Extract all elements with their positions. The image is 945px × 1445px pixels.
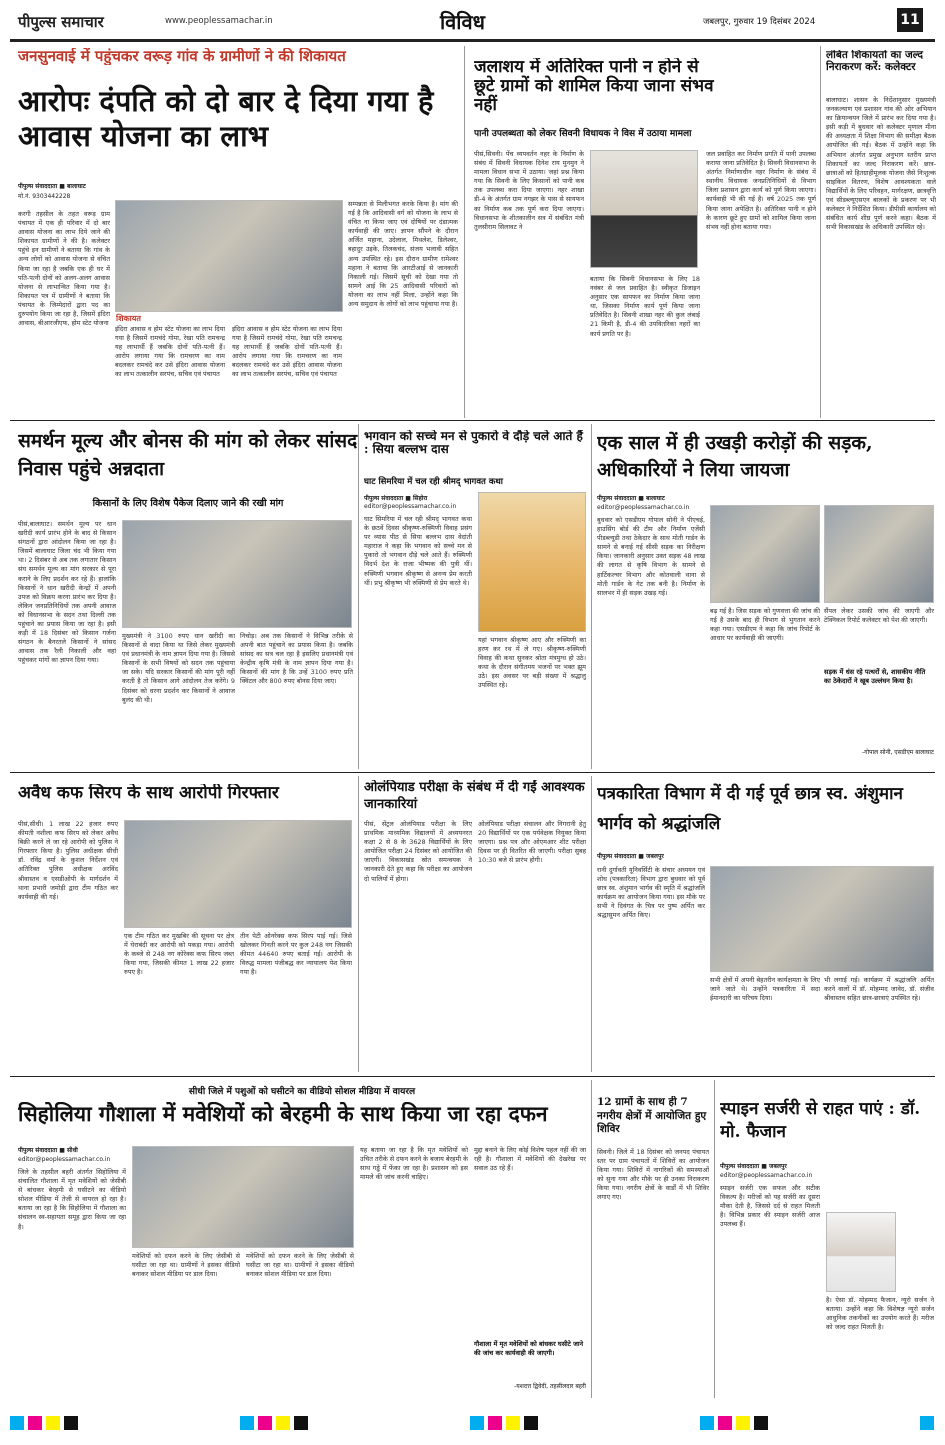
a10-headline: सिहोलिया गौशाला में मवेशियों को बेरहमी के साथ किया जा रहा दफन — [18, 1102, 548, 1126]
a8-column-1: पीसं, सेंट्रल ओलंपियाड परीक्षा के लिए प्राथमिक माध्यमिक विद्यालयों में अध्ययनरत कक्षा 2 से 8 के 3628 विद्यार्थियों के लिए आयोजित परीक्षा 24 दिसंबर को आयोजित की जाएगी। विकासखंड स्रोत समन्वयक ने जानकारी देते हुए कहा कि परीक्षा का आयोजन दो पालियों में होगा। — [364, 820, 472, 883]
a7-photo — [124, 820, 352, 928]
a1-photo — [115, 200, 343, 312]
a6-photo-2 — [824, 505, 934, 603]
a12-column-1: स्पाइन सर्जरी एक सफल और सटीक विकल्प है। मरीजों को यह सर्जरी का दूसरा मौका देती है, जिससे दर्द से राहत मिलती है। विभिन्न प्रकार की स्पाइन सर्जरी आज उपलब्ध हैं। — [720, 1184, 820, 1229]
a2-deck: पानी उपलब्धता को लेकर सिवनी विधायक ने विस में उठाया मामला — [474, 129, 692, 139]
a1-phone: मो.नं. 9303442228 — [18, 193, 71, 200]
a9-headline: पत्रकारिता विभाग में दी गई पूर्व छात्र स्व. अंशुमान भार्गव को श्रद्धांजलि — [597, 784, 903, 834]
a4-deck: किसानों के लिए विशेष पैकेज दिलाए जाने की रखी मांग — [92, 498, 284, 509]
registration-marks — [10, 1408, 935, 1438]
a5-email: editor@peoplessamachar.co.in — [364, 503, 457, 510]
a1-photo-label: शिकायत — [116, 314, 141, 323]
a10-column-2: मवेशियों को दफन करने के लिए जेसीबी से घसीटा जा रहा था। ग्रामीणों ने इसका वीडियो बनाकर सोशल मीडिया पर डाल दिया। — [132, 1252, 240, 1279]
a6-column-3: सैंपल लेकर उसकी जांच की जाएगी और टेक्निकल रिपोर्ट कलेक्टर को पेश की जाएगी। — [824, 607, 934, 625]
a10-column-4: यह बताया जा रहा है कि मृत मवेशियों को उचित तरीके से दफन करने के बजाय बेरहमी के साथ गड्ढे में फेंका जा रहा है। प्रशासन को इस मामले की जांच करनी चाहिए। — [360, 1146, 468, 1182]
a5-deck: घाट सिमरिया में चल रही श्रीमद् भागवत कथा — [364, 477, 504, 487]
a10-kicker: सीधी जिले में पशुओं को घसीटने का वीडियो सोशल मीडिया में वायरल — [188, 1087, 416, 1097]
a12-column-2: है। ऐसा डॉ. मोहम्मद फैजान, न्यूरो सर्जन ने बताया। उन्होंने कहा कि विशेषज्ञ न्यूरो सर्जन आधुनिक तकनीकों का उपयोग करते हैं। मरीज को जल्द राहत मिलती है। — [826, 1296, 934, 1332]
a6-headline: एक साल में ही उखड़ी करोड़ों की सड़क, अधिकारियों ने लिया जायजा — [597, 432, 873, 481]
a7-column-3: तीन पेटी ओनरेक्स कफ सिरप पाई गई। जिसे खोलकर गिनती करने पर कुल 248 नग जिसकी कीमत 44640 रुपए बताई गई। आरोपी के विरुद्ध मामला पंजीबद्ध कर न्यायालय पेश किया गया है। — [240, 932, 352, 977]
a1-column-2: इंदिरा आवास व होम स्टेट योजना का लाभ दिया गया है जिसमें रामचंदे गोमा, रेखा पति रामचन्द्र यह लाभार्थी हैं जबकि दोनों पति-पत्नी हैं। आरोप लगाया गया कि रामचरण का नाम बदलकर रामचंदे कर उसे इंदिरा आवास योजना का लाभ तत्कालीन सरपंच, सचिव एवं पंचायत — [115, 325, 225, 379]
a4-column-1: पीसं,बालाघाट। समर्थन मूल्य पर धान खरीदी कार्य प्रारंभ होने के बाद से किसान संगठनों द्वारा आंदोलन किया जा रहा है। जिसमें बालाघाट जिला चंद भी किया गया था। 2 दिसंबर से अब तक लगातार किसान संघ समर्थन मूल्य का मांग सरकार से पूरा कराने के लिए प्रदर्शन कर रहे हैं। हालांकि किसानों ने धान खरीदी केन्द्रों में अपनी उपज को विक्रय करना प्रारंभ कर दिया है। लेकिन जनप्रतिनिधियों तक अपनी आवाज को विधानसभा के सदन तथा दिल्ली तक पहुंचाने का प्रयास किया जा रहा है। इसी कड़ी में 18 दिसंबर को किसान गर्जना संगठन के बैनरतले किसानों ने सांसद आवास तक रैली निकाली और वहां पहुंचकर मांगों का ज्ञापन दिया गया। — [18, 520, 116, 665]
a1-kicker: जनसुनवाई में पहुंचकर वरूड़ गांव के ग्रामीणों ने की शिकायत — [18, 48, 346, 65]
a5-byline: पीपुल्स संवाददाता ■ सिहोरा — [364, 495, 428, 502]
a12-portrait — [826, 1212, 896, 1292]
a5-column-2: यहां भगवान श्रीकृष्ण आए और रुक्मिणी का हरण कर रथ में ले गए। श्रीकृष्ण-रुक्मिणी विवाह की कथा सुनकर श्रोता मंत्रमुग्ध हो उठे। कथा के दौरान संगीतमय भजनों पर भक्त झूम उठे। इस अवसर पर बड़ी संख्या में श्रद्धालु उपस्थित रहे। — [478, 636, 586, 690]
a10-column-1: जिले के तहसील बहरी अंतर्गत सिहोलिया में संचालित गौशाला में मृत मवेशियों को जेसीबी से बांधकर बेरहमी से घसीटने का वीडियो सोशल मीडिया में तेजी से वायरल हो रहा है। बताया जा रहा है कि सिहोलिया में गौशाला का संचालन स्व-सहायता समूह द्वारा किया जा रहा है। — [18, 1168, 126, 1231]
a11-body: सिवनी। जिले में 18 दिसंबर को जनपद पंचायत स्तर पर ग्राम पंचायतों में शिविरों का आयोजन किया गया। शिविरों में नागरिकों की समस्याओं को सुना गया और मौके पर ही उनका निराकरण किया गया। नगरीय क्षेत्रों के वार्डों में भी शिविर लगाए गए। — [597, 1148, 709, 1202]
a3-headline: लंबित शिकायतों का जल्द निराकरण करें: कलेक्टर — [826, 50, 923, 73]
a9-column-2: सभी क्षेत्रों में अपनी बेहतरीन कार्यक्षमता के लिए जाने जाते थे। उन्होंने पत्रकारिता में सदा ईमानदारी का परिचय दिया। — [710, 976, 820, 1003]
a4-column-2: मुख्यमंत्री ने 3100 रुपए धान खरीदी का किसानों से वादा किया था जिसे लेकर मुख्यमंत्री एवं प्रधानमंत्री के नाम ज्ञापन दिया गया है। जिससे किसानों के सभी विषयों को सदन तक पहुंचाया जा सके। यदि सरकार किसानों की मांग पूरी नहीं करती है तो किसान आगे आंदोलन तेज करेंगे। 9 दिसंबर को धरना प्रदर्शन कर किसानों ने आवाज बुलंद की थी। — [122, 632, 235, 704]
a1-headline: आरोपः दंपति को दो बार दे दिया गया है आवास योजना का लाभ — [18, 84, 434, 154]
dateline: जबलपुर, गुरुवार 19 दिसंबर 2024 — [703, 17, 816, 27]
a2-portrait — [590, 150, 698, 268]
section-title: विविध — [440, 10, 485, 34]
a10-photo — [132, 1146, 354, 1248]
masthead — [0, 0, 945, 40]
a12-email: editor@peoplessamachar.co.in — [720, 1172, 813, 1179]
a2-column-3: जल प्रवाहित कर निर्माण प्रगति में पानी उपलब्ध कराया जाना प्रतिवेदित है। सिवनी विधानसभा के अंतर्गत निर्माणाधीन नहर निर्माण के संबंध में स्थानीय विधायक जनप्रतिनिधियों से विभाग जिला प्रशासन द्वारा कार्य को पूर्ण किया जाएगा। कार्यवाही भी की गई है। वर्ष 2025 तक पूर्ण किया जाना अपेक्षित है। अतिरिक्त पानी न होने के कारण छूटे हुए ग्रामों को शामिल किया जाना संभव नहीं होना बताया गया। — [706, 150, 816, 231]
logo: पीपुल्स समाचार — [18, 13, 104, 31]
a8-column-2: ओलंपियाड परीक्षा संचालन और निगरानी हेतु 20 विद्यार्थियों पर एक पर्यवेक्षक नियुक्त किया जाएगा। प्रश्न पत्र और ओएमआर शीट परीक्षा दिवस पर ही वितरित की जाएगी। परीक्षा सुबह 10:30 बजे से प्रारंभ होगी। — [478, 820, 586, 865]
a6-photo-1 — [710, 505, 820, 603]
a5-column-1: घाट सिमरिया में चल रही श्रीमद् भागवत कथा के छठवें दिवस श्रीकृष्ण-रुक्मिणी विवाह प्रसंग पर व्यास पीठ से सिया बल्लभ दास वेदांती महाराज ने कहा कि भगवान को सच्चे मन से पुकारो तो भगवान दौड़े चले आते हैं। रुक्मिणी विदर्भ देश के राजा भीष्मक की पुत्री थीं। रुक्मिणी भगवान श्रीकृष्ण से अनन्य प्रेम करती थीं। प्रभु श्रीकृष्ण भी रुक्मिणी से प्रेम करते थे। — [364, 515, 472, 587]
a6-quote-by: -गोपाल सोनी, एसडीएम बालाघाट — [861, 749, 934, 756]
a10-column-5: मुद्दा बनाने के लिए कोई विशेष पहल नहीं की जा रही है। गौशाला में मवेशियों की देखरेख पर सवाल उठ रहे हैं। — [474, 1146, 586, 1173]
a6-byline: पीपुल्स संवाददाता ■ बालाघाट — [597, 495, 665, 502]
a2-column-1: पीसं,सिवनी। पेंच व्यपवर्तन नहर के निर्माण के संबंध में सिवनी विधायक दिनेश राय मुनमुन ने मामला विधान सभा में उठाया। जहां प्रश्न किया गया कि सिवनी के लिए किसानों को पानी कब तक उपलब्ध करा दिया जाएगा। नहर शाखा डी-4 के अंतर्गत ग्राम नगझर के पास से सायफन का निर्माण कब तक पूर्ण करा दिया जाएगा। विधानसभा के शीतकालीन सत्र में संबंधित मंत्री तुलसीराम सिलावट ने — [474, 150, 584, 231]
a7-column-2: एक टीम गठित कर मुखबिर की सूचना पर क्षेत्र में घेराबंदी कर आरोपी को पकड़ा गया। आरोपी के कब्जे से 248 नग कोरेक्स कफ सिरप जब्त किया गया, जिसकी कीमत 1 लाख 22 हजार रुपए है। — [124, 932, 234, 977]
a4-headline: समर्थन मूल्य और बोनस की मांग को लेकर सांसद निवास पहुंचे अन्नदाता — [18, 430, 358, 480]
a9-column-3: भी लगाई गई। कार्यक्रम में श्रद्धांजलि अर्पित करने वालों में डॉ. मोहम्मद जावेद, डॉ. संजीव श्रीवास्तव सहित छात्र-छात्राएं उपस्थित रहे। — [824, 976, 934, 1003]
a6-column-2: बढ़ गई है। जिस सड़क को गुणवत्ता की जांच की गई है उसके बाद ही विभाग से भुगतान करने कहा गया। एसडीएम ने कहा कि जांच रिपोर्ट के आधार पर कार्यवाही की जाएगी। — [710, 607, 820, 643]
a9-photo — [710, 866, 934, 972]
a7-headline: अवैध कफ सिरप के साथ आरोपी गिरफ्तार — [18, 784, 279, 803]
a1-column-4: सम्पन्नता से मिलीभगत करके किया है। मांग की गई है कि आदिवासी वर्ग को योजना के लाभ से वंचित ना किया जाए एवं दोषियों पर दंडात्मक कार्यवाही की जाए। ज्ञापन सौंपने के दौरान अर्जित महाना, उदेलाल, मिथलेश, डिलेश्वर, बहादुर उइके, तिलकचंद, संजय भलावी सहित अन्य उपस्थित रहे। इस दौरान ग्रामीण रामेश्वर महाना ने बताया कि आरटीआई से जानकारी निकाली गई। जिसमें सूची को देखा गया तो सामने आई कि 25 आदिवासी परिवारों को योजना का लाभ नहीं मिला, उन्होंने कहा कि अन्य समुदाय के लोगों को लाभ पहुंचाया गया है। — [348, 200, 458, 309]
a8-headline: ओलंपियाड परीक्षा के संबंध में दी गईं आवश्यक जानकारियां — [364, 780, 585, 812]
a9-column-1: रानी दुर्गावती यूनिवर्सिटी के संचार अध्ययन एवं शोध (पत्रकारिता) विभाग द्वारा बुधवार को पूर्व छात्र स्व. अंशुमान भार्गव की स्मृति में श्रद्धांजलि कार्यक्रम का आयोजन किया गया। इस मौके पर सभी ने दिवंगत के चित्र पर पुष्प अर्पित कर श्रद्धासुमन अर्पित किए। — [597, 866, 705, 920]
a10-email: editor@peoplessamachar.co.in — [18, 1156, 111, 1163]
site-url: www.peoplessamachar.in — [165, 16, 273, 26]
page-number: 11 — [897, 8, 923, 32]
a5-photo — [478, 492, 586, 632]
a6-column-1: बुधवार को एसडीएम गोपाल सोनी ने पीएचई, हाउसिंग बोर्ड की टीम और निर्माण एजेंसी पीडब्ल्यूडी तथा ठेकेदार के साथ मोती गार्डन के सामने से बनाई गई सीसी सड़क का निरीक्षण किया। जानकारी अनुसार उक्त सड़क 48 लाख की लागत से कृषि विभाग के सामने से हार्टिकल्चर विभाग और कोतवाली थाना से मोती गार्डन के गेट तक बनी है। निर्माण के सालभर में ही सड़क उखड़ गई। — [597, 516, 705, 597]
a3-body: बालाघाट। शासन के निर्देशानुसार मुख्यमंत्री जनकल्याण एवं प्रशासन गांव की ओर अभियान का क्रियान्वयन जिले में प्रारंभ कर दिया गया है। इसी कड़ी में बुधवार को कलेक्टर मृणाल मीना की अध्यक्षता में शिक्षा विभाग की समीक्षा बैठक आयोजित की गई। बैठक में उन्होंने कहा कि अभियान अंतर्गत प्रमुख अनुभाग स्तरीय प्राप्त शिकायतों का जल्द निराकरण करें। छात्र-छात्राओं को हितग्राहीमूलक योजना जैसे निःशुल्क साइकिल वितरण, विशेष आवश्यकता वाले विद्यार्थियों के लिए परिवहन, मार्गरक्षण, छात्रवृत्ति एवं सीडब्ल्यूएसएन बालकों के प्रकरण पर भी कलेक्टर ने निर्देशित किया। डीपीसी कार्यालय को संबंधित कार्य शीघ्र पूर्ण करने कहा। बैठक में सभी विकासखंड के अधिकारी उपस्थित रहे। — [826, 96, 936, 232]
a2-headline: जलाशय में अतिरिक्त पानी न होने से छूटे ग्रामों को शामिल किया जाना संभव नहीं — [474, 58, 714, 116]
a12-byline: पीपुल्स संवाददाता ■ जबलपुर — [720, 1163, 787, 1170]
a5-headline: भगवान को सच्चे मन से पुकारो वे दौड़े चले आते हैं : सिया बल्लभ दास — [364, 430, 583, 457]
a1-column-3: इंदिरा आवास व होम स्टेट योजना का लाभ दिया गया है जिसमें रामचंदे गोमा, रेखा पति रामचन्द्र यह लाभार्थी हैं जबकि दोनों पति-पत्नी हैं। आरोप लगाया गया कि रामचरण का नाम बदलकर रामचंदे कर उसे इंदिरा आवास योजना का लाभ तत्कालीन सरपंच, सचिव एवं पंचायत — [232, 325, 342, 379]
a10-column-3: मवेशियों को दफन करने के लिए जेसीबी से घसीटा जा रहा था। ग्रामीणों ने इसका वीडियो बनाकर सोशल मीडिया पर डाल दिया। — [246, 1252, 354, 1279]
a10-byline: पीपुल्स संवाददाता ■ सीधी — [18, 1147, 78, 1154]
a12-headline: स्पाइन सर्जरी से राहत पाएं : डॉ. मो. फैजान — [720, 1099, 921, 1142]
a1-byline: पीपुल्स संवाददाता ■ बालाघाट — [18, 183, 86, 190]
a6-email: editor@peoplessamachar.co.in — [597, 504, 690, 511]
a4-photo — [122, 520, 352, 628]
a7-column-1: पीसं,सीधी। 1 लाख 22 हजार रुपए कीमती नशीला कफ सिरप को लेकर अवैध बिक्री करने ले जा रहे आरोपी को पुलिस ने गिरफ्तार किया है। पुलिस अधीक्षक सीधी डॉ. रविंद्र वर्मा के कुशल निर्देशन एवं अतिरिक्त पुलिस अधीक्षक अरविंद श्रीवास्तव व एसडीओपी के मार्गदर्शन में थाना प्रभारी जमोड़ी द्वारा टीम गठित कर कार्यवाही की गई। — [18, 820, 118, 901]
a4-column-3: निचोड़। अब तक किसानों ने विभिन्न तरीके से अपनी बात पहुंचाने का प्रयास किया है। जबकि सांसद का सत्र चल रहा है इसलिए प्रधानमंत्री एवं केन्द्रीय कृषि मंत्री के नाम ज्ञापन दिया गया है। किसानों की मांग है कि उन्हें 3100 रुपए प्रति क्विंटल और 800 रुपए बोनस दिया जाए। — [240, 632, 353, 686]
a6-quote: सड़क में धंस रहे पत्थरों से, शासकीय नीति का ठेकेदारों ने खूब उल्लंघन किया है। — [824, 668, 926, 686]
a9-byline: पीपुल्स संवाददाता ■ जबलपुर — [597, 853, 664, 860]
a1-column-1: करगी तहसील के तहत वरूड़ ग्राम पंचायत में एक ही परिवार में दो बार आवास योजना का लाभ दिये जाने की शिकायत ग्रामीणों ने की है। कलेक्टर पहुंचे इन ग्रामीणों ने बताया कि गांव के अन्य लोगों को आवास योजना से वंचित किया जा रहा है जबकि एक ही घर में पति-पत्नी दोनों को अलग-अलग आवास योजना से लाभान्वित किया गया है। शिकायत पत्र में ग्रामीणों ने बताया कि पंचायत के जिम्मेदारों द्वारा पद का दुरुपयोग किया जा रहा है, जिसमें इंदिरा आवास, बीआरजीएफ, होम स्टेट योजना — [18, 210, 110, 328]
a2-column-2: बताया कि सिवनी विधानसभा के लिए 18 नवंबर से जल प्रवाहित है। स्वीकृत डिजाइन अनुसार एक सायफन का निर्माण किया जाना था, जिसका निर्माण कार्य पूर्ण किया जाना प्रतिवेदित है। सिवनी शाखा नहर की कुल लंबाई 21 किमी है, डी-4 की उपवितरिका नहरों का कार्य प्रगति पर है। — [590, 275, 700, 338]
a11-headline: 12 ग्रामों के साथ ही 7 नगरीय क्षेत्रों में आयोजित हुए शिविर — [597, 1096, 707, 1136]
registration-strip — [10, 1408, 935, 1438]
a10-quote: गौशाला में मृत मवेशियों को बांधकर घसीटे जाने की जांच कर कार्यवाही की जाएगी। — [474, 1340, 584, 1357]
a10-quote-by: -यशदत्त द्विवेदी, तहसीलदार बहरी — [514, 1383, 586, 1390]
